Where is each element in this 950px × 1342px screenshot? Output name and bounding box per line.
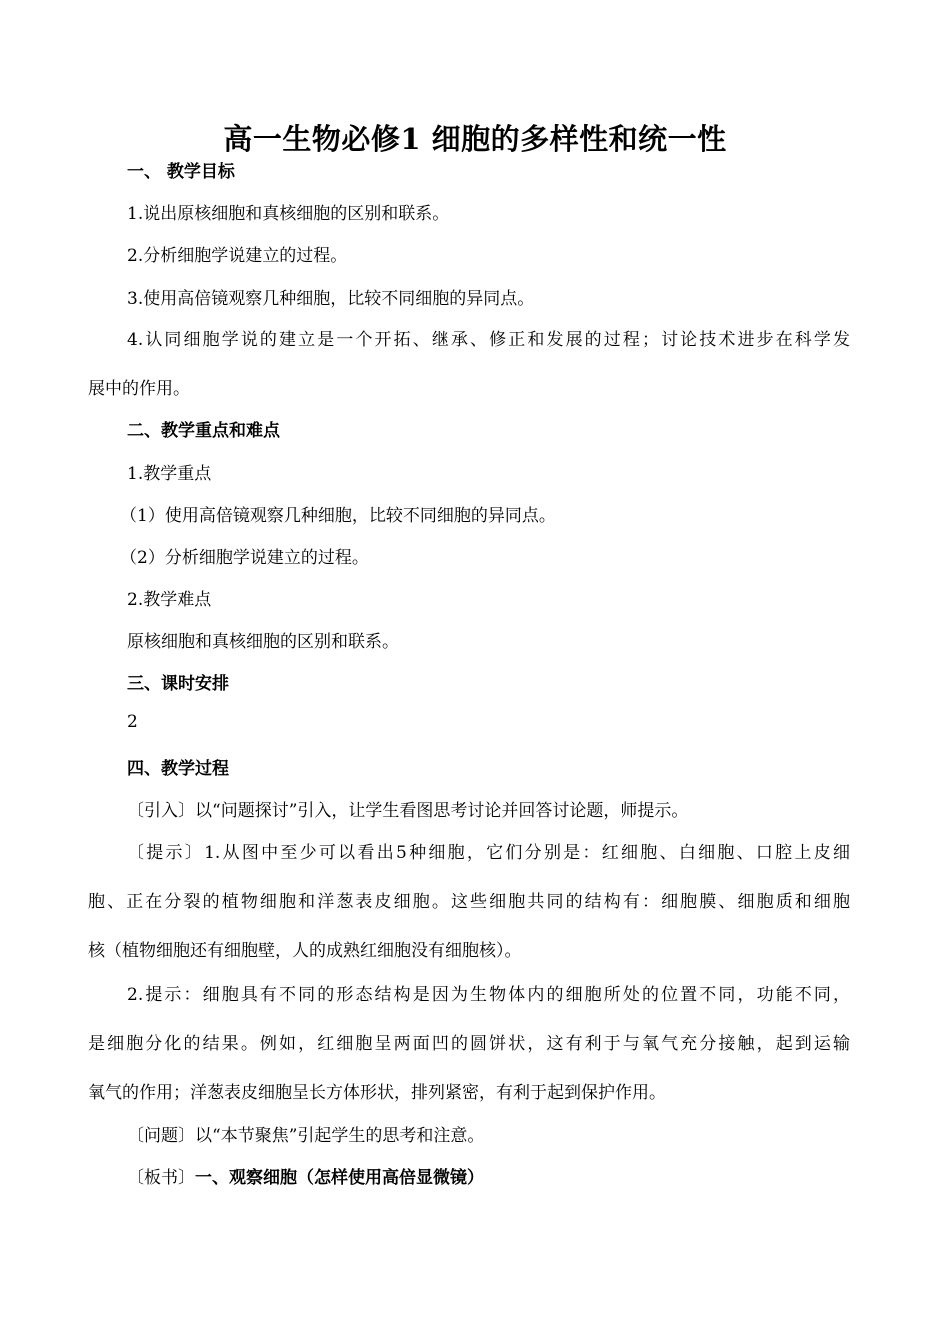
objective-item: 1.说出原核细胞和真核细胞的区别和联系。 <box>127 204 450 224</box>
key-point-item: （2）分析细胞学说建立的过程。 <box>120 548 369 568</box>
schedule-value: 2 <box>127 712 138 732</box>
section-heading-schedule: 三、课时安排 <box>127 674 229 694</box>
hint2-line: 2.提示：细胞具有不同的形态结构是因为生物体内的细胞所处的位置不同，功能不同， <box>127 985 850 1005</box>
hint1-line: 胞、正在分裂的植物细胞和洋葱表皮细胞。这些细胞共同的结构有：细胞膜、细胞质和细胞 <box>88 892 850 912</box>
hint2-line: 是细胞分化的结果。例如，红细胞呈两面凹的圆饼状，这有利于与氧气充分接触，起到运输 <box>88 1034 850 1054</box>
board-heading: 一、观察细胞（怎样使用高倍显微镜） <box>195 1168 484 1188</box>
key-points-label: 1.教学重点 <box>127 464 212 484</box>
hint1-line: 〔提示〕1.从图中至少可以看出5种细胞，它们分别是：红细胞、白细胞、口腔上皮细 <box>127 843 850 863</box>
section-heading-objectives: 一、 教学目标 <box>127 162 235 182</box>
section-heading-process: 四、教学过程 <box>127 759 229 779</box>
question-text: 〔问题〕以“本节聚焦”引起学生的思考和注意。 <box>127 1126 485 1146</box>
key-point-item: （1）使用高倍镜观察几种细胞，比较不同细胞的异同点。 <box>120 506 556 526</box>
difficulty-label: 2.教学难点 <box>127 590 212 610</box>
difficulty-text: 原核细胞和真核细胞的区别和联系。 <box>127 632 399 652</box>
objective-item: 4.认同细胞学说的建立是一个开拓、继承、修正和发展的过程；讨论技术进步在科学发 <box>127 330 850 350</box>
document-title: 高一生物必修1 细胞的多样性和统一性 <box>223 122 727 156</box>
objective-item: 2.分析细胞学说建立的过程。 <box>127 246 348 266</box>
process-intro: 〔引入〕以“问题探讨”引入，让学生看图思考讨论并回答讨论题，师提示。 <box>127 801 689 821</box>
objective-item-continuation: 展中的作用。 <box>88 379 190 399</box>
board-prefix: 〔板书〕 <box>127 1168 195 1188</box>
objective-item: 3.使用高倍镜观察几种细胞，比较不同细胞的异同点。 <box>127 289 535 309</box>
section-heading-key-points: 二、教学重点和难点 <box>127 421 280 441</box>
board-note <box>127 1163 484 1188</box>
hint1-line: 核（植物细胞还有细胞壁，人的成熟红细胞没有细胞核）。 <box>88 941 522 961</box>
hint2-line: 氧气的作用；洋葱表皮细胞呈长方体形状，排列紧密，有利于起到保护作用。 <box>88 1083 666 1103</box>
